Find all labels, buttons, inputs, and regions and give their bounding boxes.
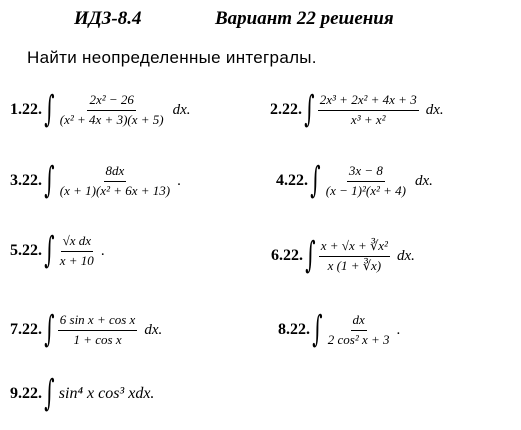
numerator: 2x² − 26: [87, 93, 135, 110]
differential: dx.: [396, 247, 415, 264]
problem-number: 5.22.: [10, 242, 42, 259]
problem-2-22: [270, 89, 444, 130]
problem-6-22: [271, 235, 415, 276]
denominator: 1 + cos x: [73, 331, 122, 347]
denominator: x (1 + ∛x): [327, 257, 382, 273]
integral-sign: ∫: [44, 89, 55, 130]
differential: dx.: [144, 321, 163, 338]
denominator: (x² + 4x + 3)(x + 5): [59, 111, 164, 127]
problem-5-22: [10, 230, 105, 271]
problem-number: 8.22.: [278, 321, 310, 338]
integral-sign: ∫: [312, 309, 323, 350]
problem-number: 7.22.: [10, 321, 42, 338]
problem-4-22: [276, 160, 433, 201]
integral-sign: ∫: [310, 160, 321, 201]
problem-number: 1.22.: [10, 101, 42, 118]
fraction: [318, 93, 419, 127]
problem-9-22: [10, 373, 155, 414]
numerator: 2x³ + 2x² + 4x + 3: [318, 93, 419, 110]
doc-title: ИДЗ-8.4: [74, 8, 142, 29]
fraction: [58, 93, 166, 127]
numerator: dx: [351, 313, 367, 330]
fraction: [58, 234, 96, 268]
fraction: [326, 313, 392, 347]
variant-title: Вариант 22 решения: [215, 8, 394, 29]
denominator: (x + 1)(x² + 6x + 13): [59, 182, 171, 198]
period: .: [100, 242, 105, 259]
fraction: [319, 239, 390, 273]
problem-number: 4.22.: [276, 172, 308, 189]
numerator: 6 sin x + cos x: [58, 313, 138, 330]
problem-8-22: [278, 309, 401, 350]
period: .: [396, 321, 401, 338]
fraction: [324, 164, 408, 198]
integral-sign: ∫: [304, 89, 315, 130]
fraction: [58, 313, 138, 347]
problem-3-22: [10, 160, 181, 201]
numerator: 8dx: [104, 164, 127, 181]
period: .: [177, 172, 181, 189]
problem-number: 2.22.: [270, 101, 302, 118]
differential: dx.: [414, 172, 433, 189]
integral-sign: ∫: [305, 235, 316, 276]
numerator: x + √x + ∛x²: [319, 239, 390, 256]
differential: dx.: [425, 101, 444, 118]
task-instruction: Найти неопределенные интегралы.: [27, 48, 317, 67]
fraction: [58, 164, 172, 198]
problem-1-22: [10, 89, 191, 130]
numerator: √x dx: [61, 234, 93, 251]
denominator: (x − 1)²(x² + 4): [325, 182, 406, 198]
integrand-expression: sin⁴ x cos³ xdx.: [58, 385, 155, 402]
denominator: x + 10: [59, 252, 94, 268]
integral-sign: ∫: [44, 373, 55, 414]
problem-number: 3.22.: [10, 172, 42, 189]
denominator: 2 cos² x + 3: [327, 331, 390, 347]
numerator: 3x − 8: [347, 164, 385, 181]
differential: dx.: [172, 101, 191, 118]
integral-sign: ∫: [44, 160, 55, 201]
integral-sign: ∫: [44, 230, 55, 271]
denominator: x³ + x²: [350, 111, 386, 127]
problem-7-22: [10, 309, 163, 350]
problem-number: 6.22.: [271, 247, 303, 264]
problem-number: 9.22.: [10, 385, 42, 402]
integral-sign: ∫: [44, 309, 55, 350]
